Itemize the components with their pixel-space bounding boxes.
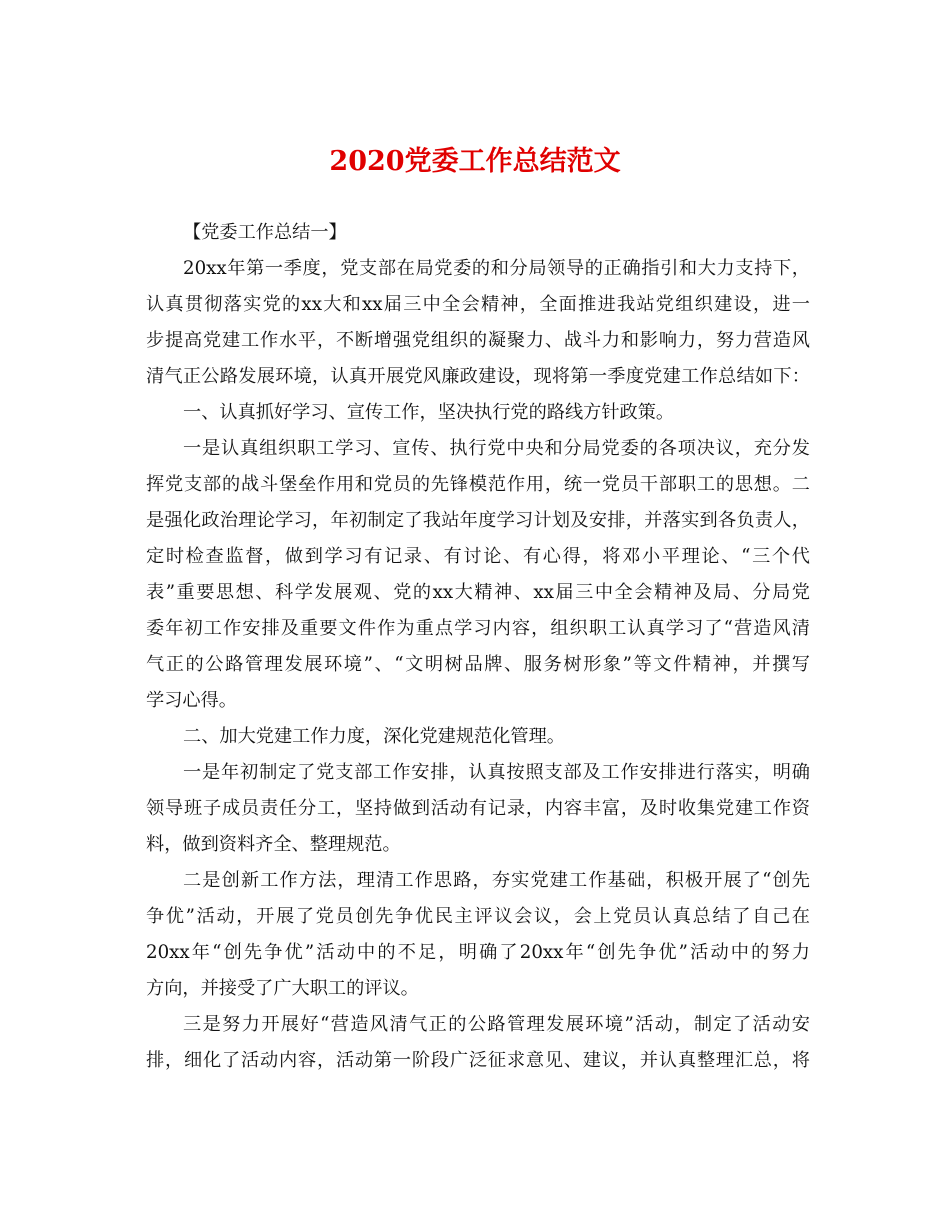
body-text-line: 委年初工作安排及重要文件作为重点学习内容，组织职工认真学习了“营造风清 bbox=[146, 618, 810, 639]
body-text-line: 二是创新工作方法，理清工作思路，夯实党建工作基础，积极开展了“创先 bbox=[183, 870, 810, 891]
body-text-line: 20xx年“创先争优”活动中的不足，明确了20xx年“创先争优”活动中的努力 bbox=[146, 942, 810, 963]
body-text-line: 是强化政治理论学习，年初制定了我站年度学习计划及安排，并落实到各负责人， bbox=[146, 510, 810, 531]
document-title: 2020党委工作总结范文 bbox=[329, 146, 621, 177]
body-text-line: 【党委工作总结一】 bbox=[183, 222, 347, 243]
body-text-line: 争优”活动，开展了党员创先争优民主评议会议，会上党员认真总结了自己在 bbox=[146, 906, 810, 927]
body-text-line: 排，细化了活动内容，活动第一阶段广泛征求意见、建议，并认真整理汇总，将 bbox=[146, 1050, 810, 1071]
body-text-line: 气正的公路管理发展环境”、“文明树品牌、服务树形象”等文件精神，并撰写 bbox=[146, 654, 810, 675]
body-text-line: 领导班子成员责任分工，坚持做到活动有记录，内容丰富，及时收集党建工作资 bbox=[146, 798, 810, 819]
body-text-line: 二、加大党建工作力度，深化党建规范化管理。 bbox=[183, 726, 565, 747]
body-text-line: 料，做到资料齐全、整理规范。 bbox=[146, 834, 401, 855]
body-text-line: 20xx年第一季度，党支部在局党委的和分局领导的正确指引和大力支持下， bbox=[183, 258, 810, 279]
body-text-line: 清气正公路发展环境，认真开展党风廉政建设，现将第一季度党建工作总结如下： bbox=[146, 366, 810, 387]
body-text-line: 一是认真组织职工学习、宣传、执行党中央和分局党委的各项决议，充分发 bbox=[183, 438, 810, 459]
body-text-line: 一、认真抓好学习、宣传工作，坚决执行党的路线方针政策。 bbox=[183, 402, 675, 423]
body-text-line: 挥党支部的战斗堡垒作用和党员的先锋模范作用，统一党员干部职工的思想。二 bbox=[146, 474, 810, 495]
body-text-line: 方向，并接受了广大职工的评议。 bbox=[146, 978, 419, 999]
body-text-line: 学习心得。 bbox=[146, 690, 237, 711]
document-body bbox=[146, 215, 810, 1079]
body-text-line: 认真贯彻落实党的xx大和xx届三中全会精神，全面推进我站党组织建设，进一 bbox=[146, 294, 810, 315]
body-text-line: 三是努力开展好“营造风清气正的公路管理发展环境”活动，制定了活动安 bbox=[183, 1014, 810, 1035]
body-text-line: 定时检查监督，做到学习有记录、有讨论、有心得，将邓小平理论、“三个代 bbox=[146, 546, 810, 567]
body-text-line: 步提高党建工作水平，不断增强党组织的凝聚力、战斗力和影响力，努力营造风 bbox=[146, 330, 810, 351]
body-text-line: 表”重要思想、科学发展观、党的xx大精神、xx届三中全会精神及局、分局党 bbox=[146, 582, 810, 603]
body-text-line: 一是年初制定了党支部工作安排，认真按照支部及工作安排进行落实，明确 bbox=[183, 762, 810, 783]
